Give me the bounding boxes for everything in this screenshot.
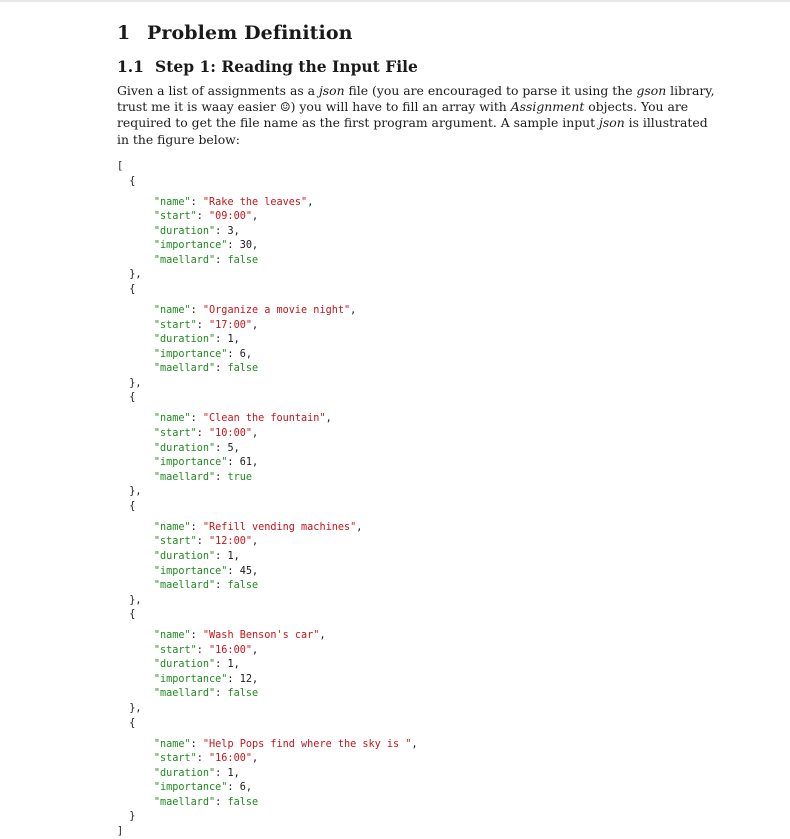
paragraph-line: Given a list of assignments as a json file (you are encouraged to parse it using the gson library, — [117, 83, 715, 98]
json-field-importance: "importance": 6, — [153, 348, 252, 360]
json-field-maellard: "maellard": false — [153, 254, 259, 266]
json-object-open: { — [129, 609, 136, 621]
json-field-name: "name": "Help Pops find where the sky is ", — [153, 738, 418, 750]
section-title: Problem Definition — [147, 22, 353, 44]
json-field-start: "start": "16:00", — [153, 644, 259, 656]
json-field-start: "start": "12:00", — [153, 536, 259, 548]
json-field-maellard: "maellard": true — [153, 471, 252, 483]
json-field-maellard: "maellard": false — [153, 796, 259, 808]
json-object-close: } — [129, 811, 136, 823]
json-field-importance: "importance": 61, — [153, 457, 259, 469]
section-heading — [117, 22, 353, 44]
json-object-open: { — [129, 283, 136, 295]
subsection-number: 1.1 — [117, 57, 144, 76]
paragraph-line: required to get the file name as the first program argument. A sample input json is illustrated — [117, 115, 708, 131]
json-object-open: { — [129, 392, 136, 404]
page-top-border — [0, 0, 790, 2]
json-field-name: "name": "Wash Benson's car", — [153, 630, 326, 642]
json-object-open: { — [129, 717, 136, 729]
smiley-icon: ☺ — [279, 100, 291, 115]
json-object-close: }, — [129, 269, 142, 281]
json-object-close: }, — [129, 594, 142, 606]
json-field-importance: "importance": 45, — [153, 565, 259, 577]
json-field-duration: "duration": 1, — [153, 334, 240, 346]
json-array-open: [ — [117, 161, 124, 172]
json-field-start: "start": "17:00", — [153, 319, 259, 331]
json-field-name: "name": "Refill vending machines", — [153, 521, 363, 533]
json-field-duration: "duration": 1, — [153, 767, 240, 779]
json-object-close: }, — [129, 486, 142, 498]
json-field-duration: "duration": 1, — [153, 550, 240, 562]
paragraph-line: trust me it is waay easier ☺) you will have to fill an array with Assignment objects. You are — [117, 99, 689, 115]
json-field-maellard: "maellard": false — [153, 688, 259, 700]
json-field-importance: "importance": 6, — [153, 782, 252, 794]
json-field-maellard: "maellard": false — [153, 363, 259, 375]
json-field-start: "start": "09:00", — [153, 211, 259, 223]
json-field-importance: "importance": 30, — [153, 240, 259, 252]
json-object-open: { — [129, 500, 136, 512]
json-field-duration: "duration": 1, — [153, 659, 240, 671]
json-field-start: "start": "10:00", — [153, 428, 259, 439]
subsection-title: Step 1: Reading the Input File — [155, 57, 418, 76]
intro-paragraph — [117, 83, 715, 148]
paragraph-line: in the figure below: — [117, 131, 240, 147]
json-object-close: }, — [129, 377, 142, 389]
json-field-importance: "importance": 12, — [153, 673, 259, 685]
json-object-close: }, — [129, 703, 142, 714]
json-field-start: "start": "16:00", — [153, 753, 259, 765]
json-field-name: "name": "Organize a movie night", — [153, 305, 357, 316]
json-field-name: "name": "Clean the fountain", — [153, 413, 332, 425]
json-field-maellard: "maellard": false — [153, 580, 259, 591]
json-field-duration: "duration": 3, — [153, 225, 240, 237]
section-number: 1 — [117, 22, 131, 44]
json-object-open: { — [129, 175, 136, 187]
json-field-name: "name": "Rake the leaves", — [153, 196, 314, 208]
json-array-close: ] — [117, 825, 124, 837]
subsection-heading — [117, 57, 418, 76]
json-field-duration: "duration": 5, — [153, 442, 240, 454]
